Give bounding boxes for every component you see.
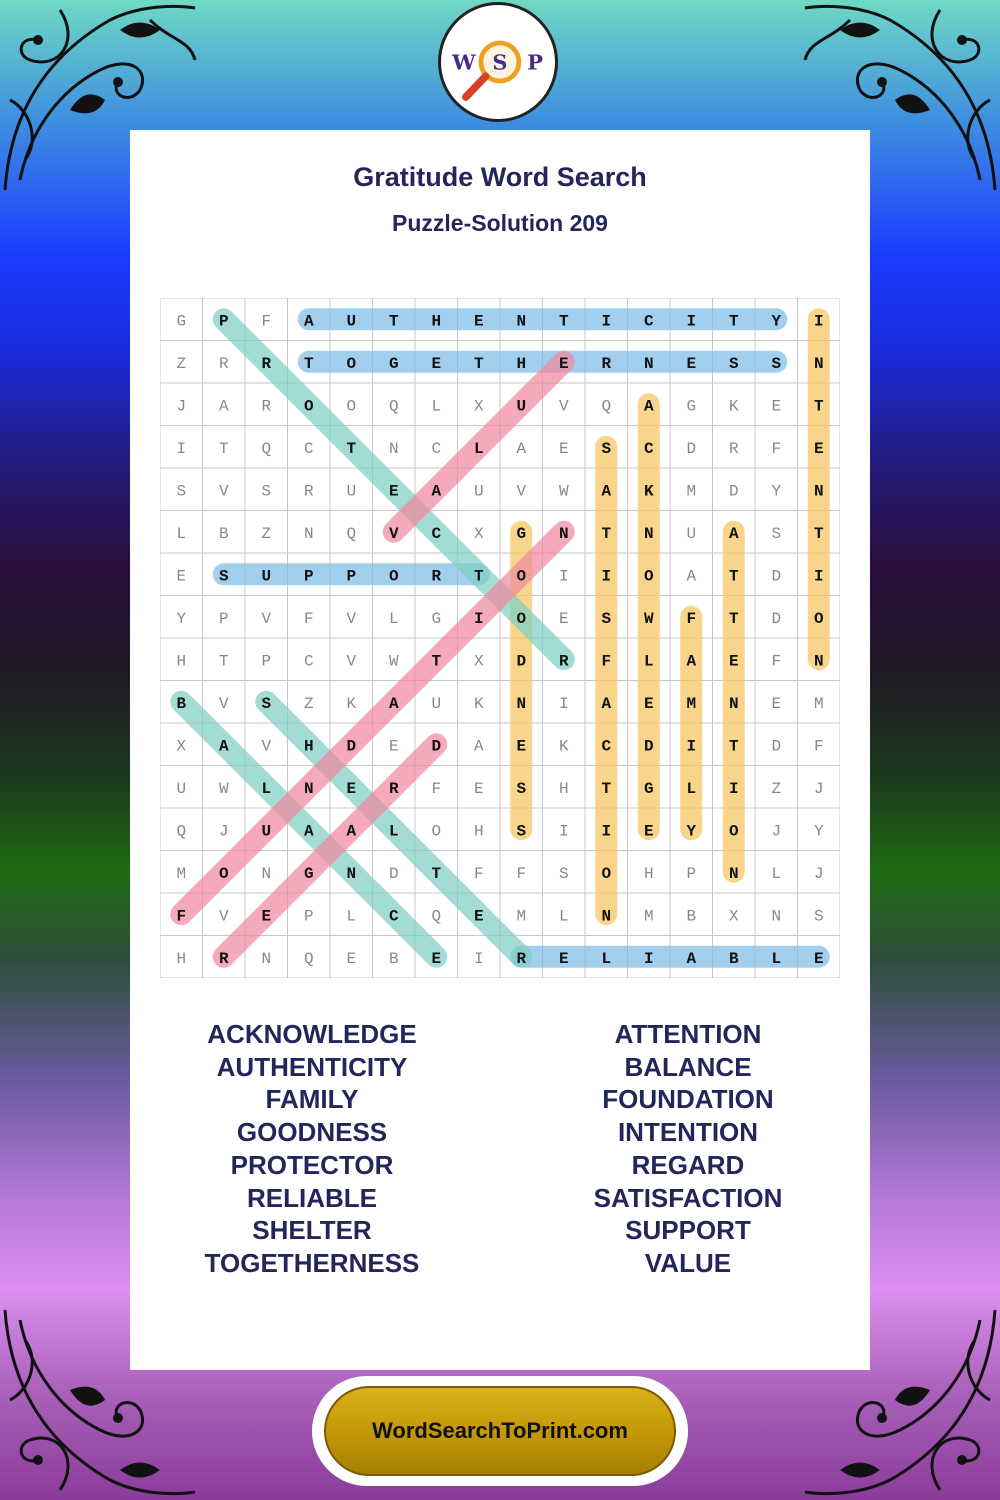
- grid-cell[interactable]: N: [601, 907, 612, 926]
- grid-cell[interactable]: W: [218, 779, 229, 798]
- grid-cell[interactable]: T: [431, 864, 442, 883]
- grid-cell[interactable]: F: [431, 779, 442, 798]
- grid-cell[interactable]: M: [176, 864, 187, 883]
- grid-cell[interactable]: J: [771, 822, 782, 841]
- word-list-item: ATTENTION: [614, 1019, 762, 1049]
- grid-cell[interactable]: E: [516, 737, 527, 756]
- grid-cell[interactable]: A: [601, 694, 612, 713]
- grid-cell[interactable]: P: [261, 652, 272, 671]
- grid-cell[interactable]: N: [261, 864, 272, 883]
- grid-cell[interactable]: V: [516, 482, 527, 501]
- grid-cell[interactable]: I: [686, 737, 697, 756]
- grid-cell[interactable]: T: [218, 439, 229, 458]
- website-link-label: WordSearchToPrint.com: [372, 1418, 628, 1443]
- grid-cell[interactable]: A: [388, 694, 399, 713]
- grid-cell[interactable]: U: [431, 694, 442, 713]
- grid-cell[interactable]: O: [728, 822, 739, 841]
- grid-cell[interactable]: V: [261, 737, 272, 756]
- grid-cell[interactable]: E: [431, 354, 442, 373]
- grid-cell[interactable]: P: [346, 567, 357, 586]
- grid-cell[interactable]: D: [771, 567, 782, 586]
- grid-cell[interactable]: O: [346, 397, 357, 416]
- wsp-logo[interactable]: [438, 2, 558, 122]
- grid-cell[interactable]: C: [643, 312, 654, 331]
- grid-cell[interactable]: V: [346, 609, 357, 628]
- grid-cell[interactable]: U: [516, 397, 527, 416]
- grid-cell[interactable]: X: [728, 907, 739, 926]
- grid-cell[interactable]: R: [388, 779, 399, 798]
- grid-cell[interactable]: L: [176, 524, 187, 543]
- page-title: Gratitude Word Search: [353, 162, 647, 192]
- grid-cell[interactable]: N: [346, 864, 357, 883]
- grid-cell[interactable]: C: [643, 439, 654, 458]
- grid-cell[interactable]: E: [686, 354, 697, 373]
- grid-cell[interactable]: S: [813, 907, 824, 926]
- grid-cell[interactable]: Q: [431, 907, 442, 926]
- grid-cell[interactable]: Y: [813, 822, 824, 841]
- grid-cell[interactable]: L: [261, 779, 272, 798]
- grid-cell[interactable]: T: [388, 312, 399, 331]
- grid-cell[interactable]: F: [473, 864, 484, 883]
- grid-cell[interactable]: E: [728, 652, 739, 671]
- magnifier-logo-icon: [441, 5, 555, 119]
- grid-cell[interactable]: S: [516, 822, 527, 841]
- grid-cell[interactable]: O: [346, 354, 357, 373]
- grid-cell[interactable]: C: [303, 652, 314, 671]
- word-list-item: SUPPORT: [625, 1215, 751, 1246]
- grid-cell[interactable]: K: [473, 694, 484, 713]
- grid-cell[interactable]: S: [176, 482, 187, 501]
- grid-cell[interactable]: G: [176, 312, 187, 331]
- grid-cell[interactable]: Q: [388, 397, 399, 416]
- grid-cell[interactable]: W: [388, 652, 399, 671]
- grid-cell[interactable]: D: [346, 737, 357, 756]
- grid-cell[interactable]: V: [218, 482, 229, 501]
- grid-cell[interactable]: I: [686, 312, 697, 331]
- grid-cell[interactable]: T: [431, 652, 442, 671]
- word-list-item: FOUNDATION: [602, 1084, 774, 1115]
- grid-cell[interactable]: E: [558, 354, 569, 373]
- logo-letter-p: P: [527, 49, 543, 75]
- grid-cell[interactable]: W: [643, 609, 654, 628]
- grid-cell[interactable]: C: [431, 439, 442, 458]
- grid-cell[interactable]: J: [176, 397, 187, 416]
- grid-cell[interactable]: O: [643, 567, 654, 586]
- grid-cell[interactable]: U: [176, 779, 187, 798]
- grid-cell[interactable]: A: [218, 397, 229, 416]
- grid-cell[interactable]: I: [813, 567, 824, 586]
- grid-cell[interactable]: N: [813, 354, 824, 373]
- grid-cell[interactable]: M: [813, 694, 824, 713]
- grid-cell[interactable]: L: [473, 439, 484, 458]
- word-list-item: VALUE: [644, 1247, 732, 1278]
- grid-cell[interactable]: R: [516, 949, 527, 968]
- grid-cell[interactable]: T: [473, 354, 484, 373]
- grid-cell[interactable]: E: [771, 397, 782, 416]
- grid-cell[interactable]: D: [728, 482, 739, 501]
- word-list-item: GOODNESS: [236, 1117, 388, 1148]
- grid-cell[interactable]: T: [558, 312, 569, 331]
- grid-cell[interactable]: S: [771, 524, 782, 543]
- grid-cell[interactable]: V: [261, 609, 272, 628]
- grid-cell[interactable]: G: [516, 524, 527, 543]
- grid-cell[interactable]: T: [813, 397, 824, 416]
- grid-cell[interactable]: N: [303, 779, 314, 798]
- grid-cell[interactable]: H: [176, 652, 187, 671]
- grid-cell[interactable]: B: [388, 949, 399, 968]
- grid-cell[interactable]: O: [218, 864, 229, 883]
- grid-cell[interactable]: E: [388, 737, 399, 756]
- grid-cell[interactable]: P: [303, 567, 314, 586]
- grid-cell[interactable]: X: [473, 397, 484, 416]
- grid-cell[interactable]: N: [813, 482, 824, 501]
- grid-cell[interactable]: E: [558, 949, 569, 968]
- word-list-item: REGARD: [631, 1149, 745, 1180]
- grid-cell[interactable]: N: [643, 524, 654, 543]
- grid-cell[interactable]: E: [643, 694, 654, 713]
- grid-cell[interactable]: I: [601, 822, 612, 841]
- grid-cell[interactable]: Q: [261, 439, 272, 458]
- grid-cell[interactable]: S: [261, 482, 272, 501]
- grid-cell[interactable]: G: [431, 609, 442, 628]
- grid-cell[interactable]: V: [218, 694, 229, 713]
- word-search-grid[interactable]: [160, 298, 840, 978]
- grid-cell[interactable]: Z: [261, 524, 272, 543]
- grid-cell[interactable]: Z: [303, 694, 314, 713]
- grid-cell[interactable]: S: [558, 864, 569, 883]
- grid-cell[interactable]: E: [431, 949, 442, 968]
- grid-cell[interactable]: R: [218, 354, 229, 373]
- grid-cell[interactable]: E: [813, 949, 824, 968]
- grid-cell[interactable]: E: [473, 907, 484, 926]
- grid-cell[interactable]: O: [813, 609, 824, 628]
- logo-letter-s: S: [492, 49, 508, 75]
- grid-cell[interactable]: T: [728, 609, 739, 628]
- grid-cell[interactable]: A: [686, 949, 697, 968]
- grid-cell[interactable]: A: [728, 524, 739, 543]
- grid-cell[interactable]: T: [813, 524, 824, 543]
- word-list-item: RELIABLE: [247, 1182, 377, 1213]
- grid-cell[interactable]: X: [473, 524, 484, 543]
- grid-cell[interactable]: H: [176, 949, 187, 968]
- grid-cell[interactable]: P: [303, 907, 314, 926]
- grid-cell[interactable]: W: [558, 482, 569, 501]
- grid-cell[interactable]: R: [431, 567, 442, 586]
- grid-cell[interactable]: F: [261, 312, 272, 331]
- grid-cell[interactable]: C: [601, 737, 612, 756]
- grid-cell[interactable]: I: [558, 822, 569, 841]
- puzzle-subtitle: Puzzle-Solution 209: [392, 210, 608, 236]
- word-list-left: [122, 1018, 502, 1280]
- grid-cell[interactable]: O: [516, 567, 527, 586]
- grid-cell[interactable]: N: [516, 312, 527, 331]
- grid-cell[interactable]: R: [261, 397, 272, 416]
- grid-cell[interactable]: V: [558, 397, 569, 416]
- grid-cell[interactable]: E: [473, 312, 484, 331]
- grid-cell[interactable]: E: [176, 567, 187, 586]
- grid-cell[interactable]: E: [643, 822, 654, 841]
- grid-cell[interactable]: N: [728, 694, 739, 713]
- grid-cell[interactable]: I: [643, 949, 654, 968]
- grid-cell[interactable]: N: [516, 694, 527, 713]
- grid-cell[interactable]: S: [601, 609, 612, 628]
- grid-cell[interactable]: B: [218, 524, 229, 543]
- grid-cell[interactable]: G: [643, 779, 654, 798]
- grid-cell[interactable]: A: [516, 439, 527, 458]
- grid-cell[interactable]: N: [771, 907, 782, 926]
- word-list-item: SHELTER: [252, 1215, 372, 1246]
- grid-cell[interactable]: R: [218, 949, 229, 968]
- grid-cell[interactable]: N: [261, 949, 272, 968]
- grid-cell[interactable]: R: [601, 354, 612, 373]
- grid-cell[interactable]: A: [303, 822, 314, 841]
- grid-cell[interactable]: D: [771, 609, 782, 628]
- grid-cell[interactable]: L: [643, 652, 654, 671]
- grid-cell[interactable]: T: [303, 354, 314, 373]
- grid-cell[interactable]: F: [601, 652, 612, 671]
- grid-cell[interactable]: H: [303, 737, 314, 756]
- grid-cell[interactable]: H: [473, 822, 484, 841]
- grid-cell[interactable]: P: [218, 609, 229, 628]
- grid-cell[interactable]: A: [218, 737, 229, 756]
- grid-cell[interactable]: S: [771, 354, 782, 373]
- grid-cell[interactable]: B: [176, 694, 187, 713]
- grid-cell[interactable]: U: [346, 482, 357, 501]
- grid-cell[interactable]: I: [728, 779, 739, 798]
- grid-cell[interactable]: S: [516, 779, 527, 798]
- grid-cell[interactable]: N: [558, 524, 569, 543]
- grid-cell[interactable]: F: [686, 609, 697, 628]
- grid-cell[interactable]: Y: [686, 822, 697, 841]
- grid-cell[interactable]: H: [516, 354, 527, 373]
- grid-cell[interactable]: C: [388, 907, 399, 926]
- grid-cell[interactable]: E: [771, 694, 782, 713]
- grid-cell[interactable]: L: [388, 609, 399, 628]
- grid-cell[interactable]: A: [473, 737, 484, 756]
- grid-cell[interactable]: M: [516, 907, 527, 926]
- grid-cell[interactable]: F: [516, 864, 527, 883]
- word-list-item: INTENTION: [617, 1117, 759, 1148]
- grid-cell[interactable]: Y: [771, 312, 782, 331]
- grid-cell[interactable]: Q: [346, 524, 357, 543]
- grid-cell[interactable]: G: [686, 397, 697, 416]
- grid-cell[interactable]: N: [728, 864, 739, 883]
- grid-cell[interactable]: E: [473, 779, 484, 798]
- grid-cell[interactable]: P: [218, 312, 229, 331]
- grid-cell[interactable]: N: [303, 524, 314, 543]
- word-list-item: ACKNOWLEDGE: [207, 1019, 417, 1049]
- grid-cell[interactable]: U: [261, 567, 272, 586]
- grid-cell[interactable]: D: [771, 737, 782, 756]
- grid-cell[interactable]: J: [813, 864, 824, 883]
- grid-cell[interactable]: S: [261, 694, 272, 713]
- grid-cell[interactable]: L: [771, 864, 782, 883]
- grid-cell[interactable]: I: [473, 609, 484, 628]
- grid-cell[interactable]: U: [473, 482, 484, 501]
- grid-cell[interactable]: I: [558, 694, 569, 713]
- grid-cell[interactable]: L: [388, 822, 399, 841]
- grid-cell[interactable]: X: [473, 652, 484, 671]
- grid-cell[interactable]: K: [346, 694, 357, 713]
- grid-cell[interactable]: Z: [771, 779, 782, 798]
- grid-cell[interactable]: U: [346, 312, 357, 331]
- grid-cell[interactable]: A: [686, 652, 697, 671]
- grid-cell[interactable]: L: [686, 779, 697, 798]
- grid-cell[interactable]: E: [261, 907, 272, 926]
- grid-cell[interactable]: D: [431, 737, 442, 756]
- grid-cell[interactable]: J: [813, 779, 824, 798]
- grid-cell[interactable]: E: [558, 609, 569, 628]
- grid-cell[interactable]: F: [771, 439, 782, 458]
- grid-cell[interactable]: I: [813, 312, 824, 331]
- grid-cell[interactable]: X: [176, 737, 187, 756]
- grid-cell[interactable]: Q: [176, 822, 187, 841]
- grid-cell[interactable]: G: [388, 354, 399, 373]
- grid-cell[interactable]: D: [388, 864, 399, 883]
- grid-cell[interactable]: F: [176, 907, 187, 926]
- grid-cell[interactable]: T: [728, 737, 739, 756]
- grid-cell[interactable]: F: [771, 652, 782, 671]
- grid-cell[interactable]: V: [388, 524, 399, 543]
- word-list-item: AUTHENTICITY: [216, 1051, 408, 1082]
- grid-cell[interactable]: V: [346, 652, 357, 671]
- grid-cell[interactable]: T: [346, 439, 357, 458]
- grid-cell[interactable]: O: [303, 397, 314, 416]
- grid-cell[interactable]: V: [218, 907, 229, 926]
- word-list-item: TOGETHERNESS: [204, 1247, 420, 1278]
- grid-cell[interactable]: E: [558, 439, 569, 458]
- grid-cell[interactable]: H: [558, 779, 569, 798]
- grid-cell[interactable]: H: [431, 312, 442, 331]
- word-list-item: PROTECTOR: [230, 1149, 394, 1180]
- grid-cell[interactable]: Q: [303, 949, 314, 968]
- grid-cell[interactable]: P: [686, 864, 697, 883]
- grid-cell[interactable]: R: [728, 439, 739, 458]
- grid-cell[interactable]: A: [346, 822, 357, 841]
- grid-cell[interactable]: B: [728, 949, 739, 968]
- logo-letter-w: W: [452, 49, 476, 75]
- grid-cell[interactable]: A: [431, 482, 442, 501]
- grid-cell[interactable]: I: [473, 949, 484, 968]
- grid-cell[interactable]: M: [643, 907, 654, 926]
- grid-cell[interactable]: H: [643, 864, 654, 883]
- grid-cell[interactable]: A: [601, 482, 612, 501]
- grid-cell[interactable]: U: [686, 524, 697, 543]
- grid-cell[interactable]: R: [303, 482, 314, 501]
- grid-cell[interactable]: L: [601, 949, 612, 968]
- grid-cell[interactable]: I: [176, 439, 187, 458]
- grid-cell[interactable]: S: [728, 354, 739, 373]
- grid-cell[interactable]: E: [388, 482, 399, 501]
- grid-cell[interactable]: N: [643, 354, 654, 373]
- grid-cell[interactable]: Q: [601, 397, 612, 416]
- grid-cell[interactable]: D: [516, 652, 527, 671]
- grid-cell[interactable]: O: [516, 609, 527, 628]
- grid-cell[interactable]: T: [218, 652, 229, 671]
- grid-cell[interactable]: R: [558, 652, 569, 671]
- grid-cell[interactable]: T: [728, 567, 739, 586]
- grid-cell[interactable]: Z: [176, 354, 187, 373]
- grid-cell[interactable]: K: [643, 482, 654, 501]
- word-list-right: [498, 1018, 878, 1280]
- word-list-item: BALANCE: [624, 1051, 752, 1082]
- grid-cell[interactable]: T: [601, 524, 612, 543]
- grid-cell[interactable]: N: [388, 439, 399, 458]
- grid-cell[interactable]: S: [218, 567, 229, 586]
- grid-cell[interactable]: J: [218, 822, 229, 841]
- grid-cell[interactable]: I: [601, 312, 612, 331]
- grid-cell[interactable]: T: [728, 312, 739, 331]
- grid-cell[interactable]: N: [813, 652, 824, 671]
- grid-cell[interactable]: O: [431, 822, 442, 841]
- grid-cell[interactable]: G: [303, 864, 314, 883]
- grid-cell[interactable]: E: [813, 439, 824, 458]
- grid-cell[interactable]: L: [346, 907, 357, 926]
- word-list-item: SATISFACTION: [593, 1182, 783, 1213]
- grid-cell[interactable]: T: [473, 567, 484, 586]
- grid-cell[interactable]: A: [686, 567, 697, 586]
- grid-cell[interactable]: M: [686, 694, 697, 713]
- grid-cell[interactable]: A: [643, 397, 654, 416]
- grid-cell[interactable]: L: [558, 907, 569, 926]
- grid-cell[interactable]: Y: [771, 482, 782, 501]
- word-list-item: FAMILY: [265, 1084, 359, 1115]
- grid-cell[interactable]: O: [388, 567, 399, 586]
- grid-cell[interactable]: R: [261, 354, 272, 373]
- grid-cell[interactable]: B: [686, 907, 697, 926]
- grid-cell[interactable]: T: [601, 779, 612, 798]
- grid-cell[interactable]: D: [643, 737, 654, 756]
- grid-cell[interactable]: Y: [176, 609, 187, 628]
- grid-cell[interactable]: K: [558, 737, 569, 756]
- grid-cell[interactable]: E: [346, 949, 357, 968]
- grid-cell[interactable]: K: [728, 397, 739, 416]
- grid-cell[interactable]: D: [686, 439, 697, 458]
- grid-cell[interactable]: L: [771, 949, 782, 968]
- grid-cell[interactable]: U: [261, 822, 272, 841]
- grid-cell[interactable]: A: [303, 312, 314, 331]
- grid-cell[interactable]: F: [303, 609, 314, 628]
- website-link-button[interactable]: [324, 1386, 676, 1476]
- grid-cell[interactable]: I: [558, 567, 569, 586]
- grid-cell[interactable]: C: [303, 439, 314, 458]
- grid-cell[interactable]: C: [431, 524, 442, 543]
- grid-cell[interactable]: L: [431, 397, 442, 416]
- grid-cell[interactable]: M: [686, 482, 697, 501]
- grid-cell[interactable]: I: [601, 567, 612, 586]
- grid-cell[interactable]: O: [601, 864, 612, 883]
- grid-cell[interactable]: F: [813, 737, 824, 756]
- grid-cell[interactable]: E: [346, 779, 357, 798]
- grid-cell[interactable]: S: [601, 439, 612, 458]
